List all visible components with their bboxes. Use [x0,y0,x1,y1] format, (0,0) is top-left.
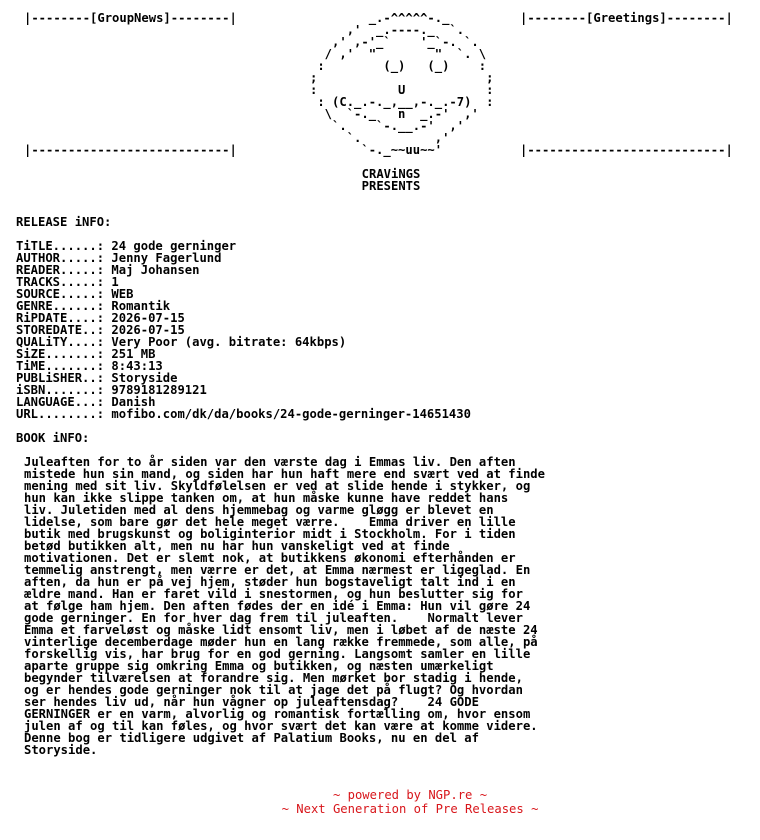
info-value: 8:43:13 [111,359,163,373]
face-ascii-art: _.-^^^^^-._ ,' _.----._ `. ,' ,-'_` '_`-. `. / ,' " " `. \ : (_) (_) : ; ; : U : : (C._.-._,__,-._.-7) : \ `-._ n _.-' ,' `. `-.__.-' ,' `. ,' `-._~~uu~~' [310,11,494,157]
info-value: 9789181289121 [111,383,207,397]
info-value: Danish [111,395,156,409]
crew-name: CRAViNGS [361,167,421,181]
info-key: READER.....: [16,263,105,277]
info-key: AUTHOR.....: [16,251,105,265]
info-value: 1 [111,275,119,289]
info-key: GENRE......: [16,299,105,313]
info-value: Maj Johansen [111,263,200,277]
info-value: Very Poor (avg. bitrate: 64kbps) [111,335,347,349]
info-key: RiPDATE....: [16,311,105,325]
info-value: 2026-07-15 [111,323,185,337]
info-key: TiTLE......: [16,239,105,253]
info-row-url [16,408,471,420]
footer-powered-by: ~ powered by NGP.re ~ [332,788,488,802]
info-key: iSBN.......: [16,383,105,397]
info-value: 251 MB [111,347,156,361]
info-value: Storyside [111,371,178,385]
info-key: STOREDATE..: [16,323,105,337]
book-description: Juleaften for to år siden var den værste dag i Emmas liv. Den aften mistede hun sin mand, og siden har hun haft mere end svært ved at finde mening med sit liv. Skyldfølelsen er ved at slide hende i stykker, og hun kan ikke slippe tanken om, at hun måske kunne have reddet hans liv. Juletiden med al dens hjemmebag og varme gløgg er blevet en lidelse, som bare gør det hele meget værre. Emma driver en lille butik med brugskunst og boliginterior midt i Stockholm. For i tiden betød butikken alt, men nu har hun vanskeligt ved at finde motivationen. Det er slemt nok, at butikkens økonomi efterhånden er temmelig anstrengt, men værre er det, at Emma nærmest er ligeglad. En aften, da hun er på vej hjem, støder hun bogstaveligt talt ind i en ældre mand. Han er faret vild i snestormen, og hun beslutter sig for at følge ham hjem. Den aften fødes der en idé i Emma: Hun vil gøre 24 gode gerninger. En for hver dag frem til juleaften. Normalt lever Emma et farveløst og måske lidt ensomt liv, men i løbet af de næste 24 vinterlige decemberdage møder hun en lang række fremmede, som alle, på forskellig vis, har brug for en god gerning. Langsomt samler en lille aparte gruppe sig omkring Emma og butikken, og næsten umærkeligt begynder tilværelsen at forandre sig. Men mørket bor stadig i hende, og er hendes gode gerninger nok til at jage det på flugt? Og hvordan ser hendes liv ud, når hun vågner op juleaftensdag? 24 GODE GERNINGER er en varm, alvorlig og romantisk fortælling om, hvor ensom julen af og til kan føles, og hvor svært det kan være at komme videre. Denne bog er tidligere udgivet af Palatium Books, nu en del af Storyside. [24,455,545,757]
info-value: 2026-07-15 [111,311,185,325]
info-key: SiZE.......: [16,347,105,361]
release-info-table [16,240,471,420]
info-key: TiME.......: [16,359,105,373]
greetings-box-bottom: |---------------------------| [520,143,733,157]
info-value: WEB [111,287,134,301]
info-key: QUALiTY....: [16,335,105,349]
info-key: TRACKS.....: [16,275,105,289]
group-news-box-top: |--------[GroupNews]--------| [24,11,237,25]
info-key: PUBLiSHER..: [16,371,105,385]
info-key: LANGUAGE...: [16,395,105,409]
info-key: SOURCE.....: [16,287,105,301]
info-key: URL........: [16,407,105,421]
release-info-heading: RELEASE iNFO: [16,215,112,229]
group-news-box-bottom: |---------------------------| [24,143,237,157]
footer-tagline: ~ Next Generation of Pre Releases ~ [281,802,539,816]
greetings-box-top: |--------[Greetings]--------| [520,11,733,25]
crew-tagline: PRESENTS [361,179,421,193]
info-value: Jenny Fagerlund [111,251,222,265]
book-info-heading: BOOK iNFO: [16,431,90,445]
url-text: mofibo.com/dk/da/books/24-gode-gerninger-14651430 [111,407,471,421]
info-value: Romantik [111,299,171,313]
info-value: 24 gode gerninger [111,239,237,253]
